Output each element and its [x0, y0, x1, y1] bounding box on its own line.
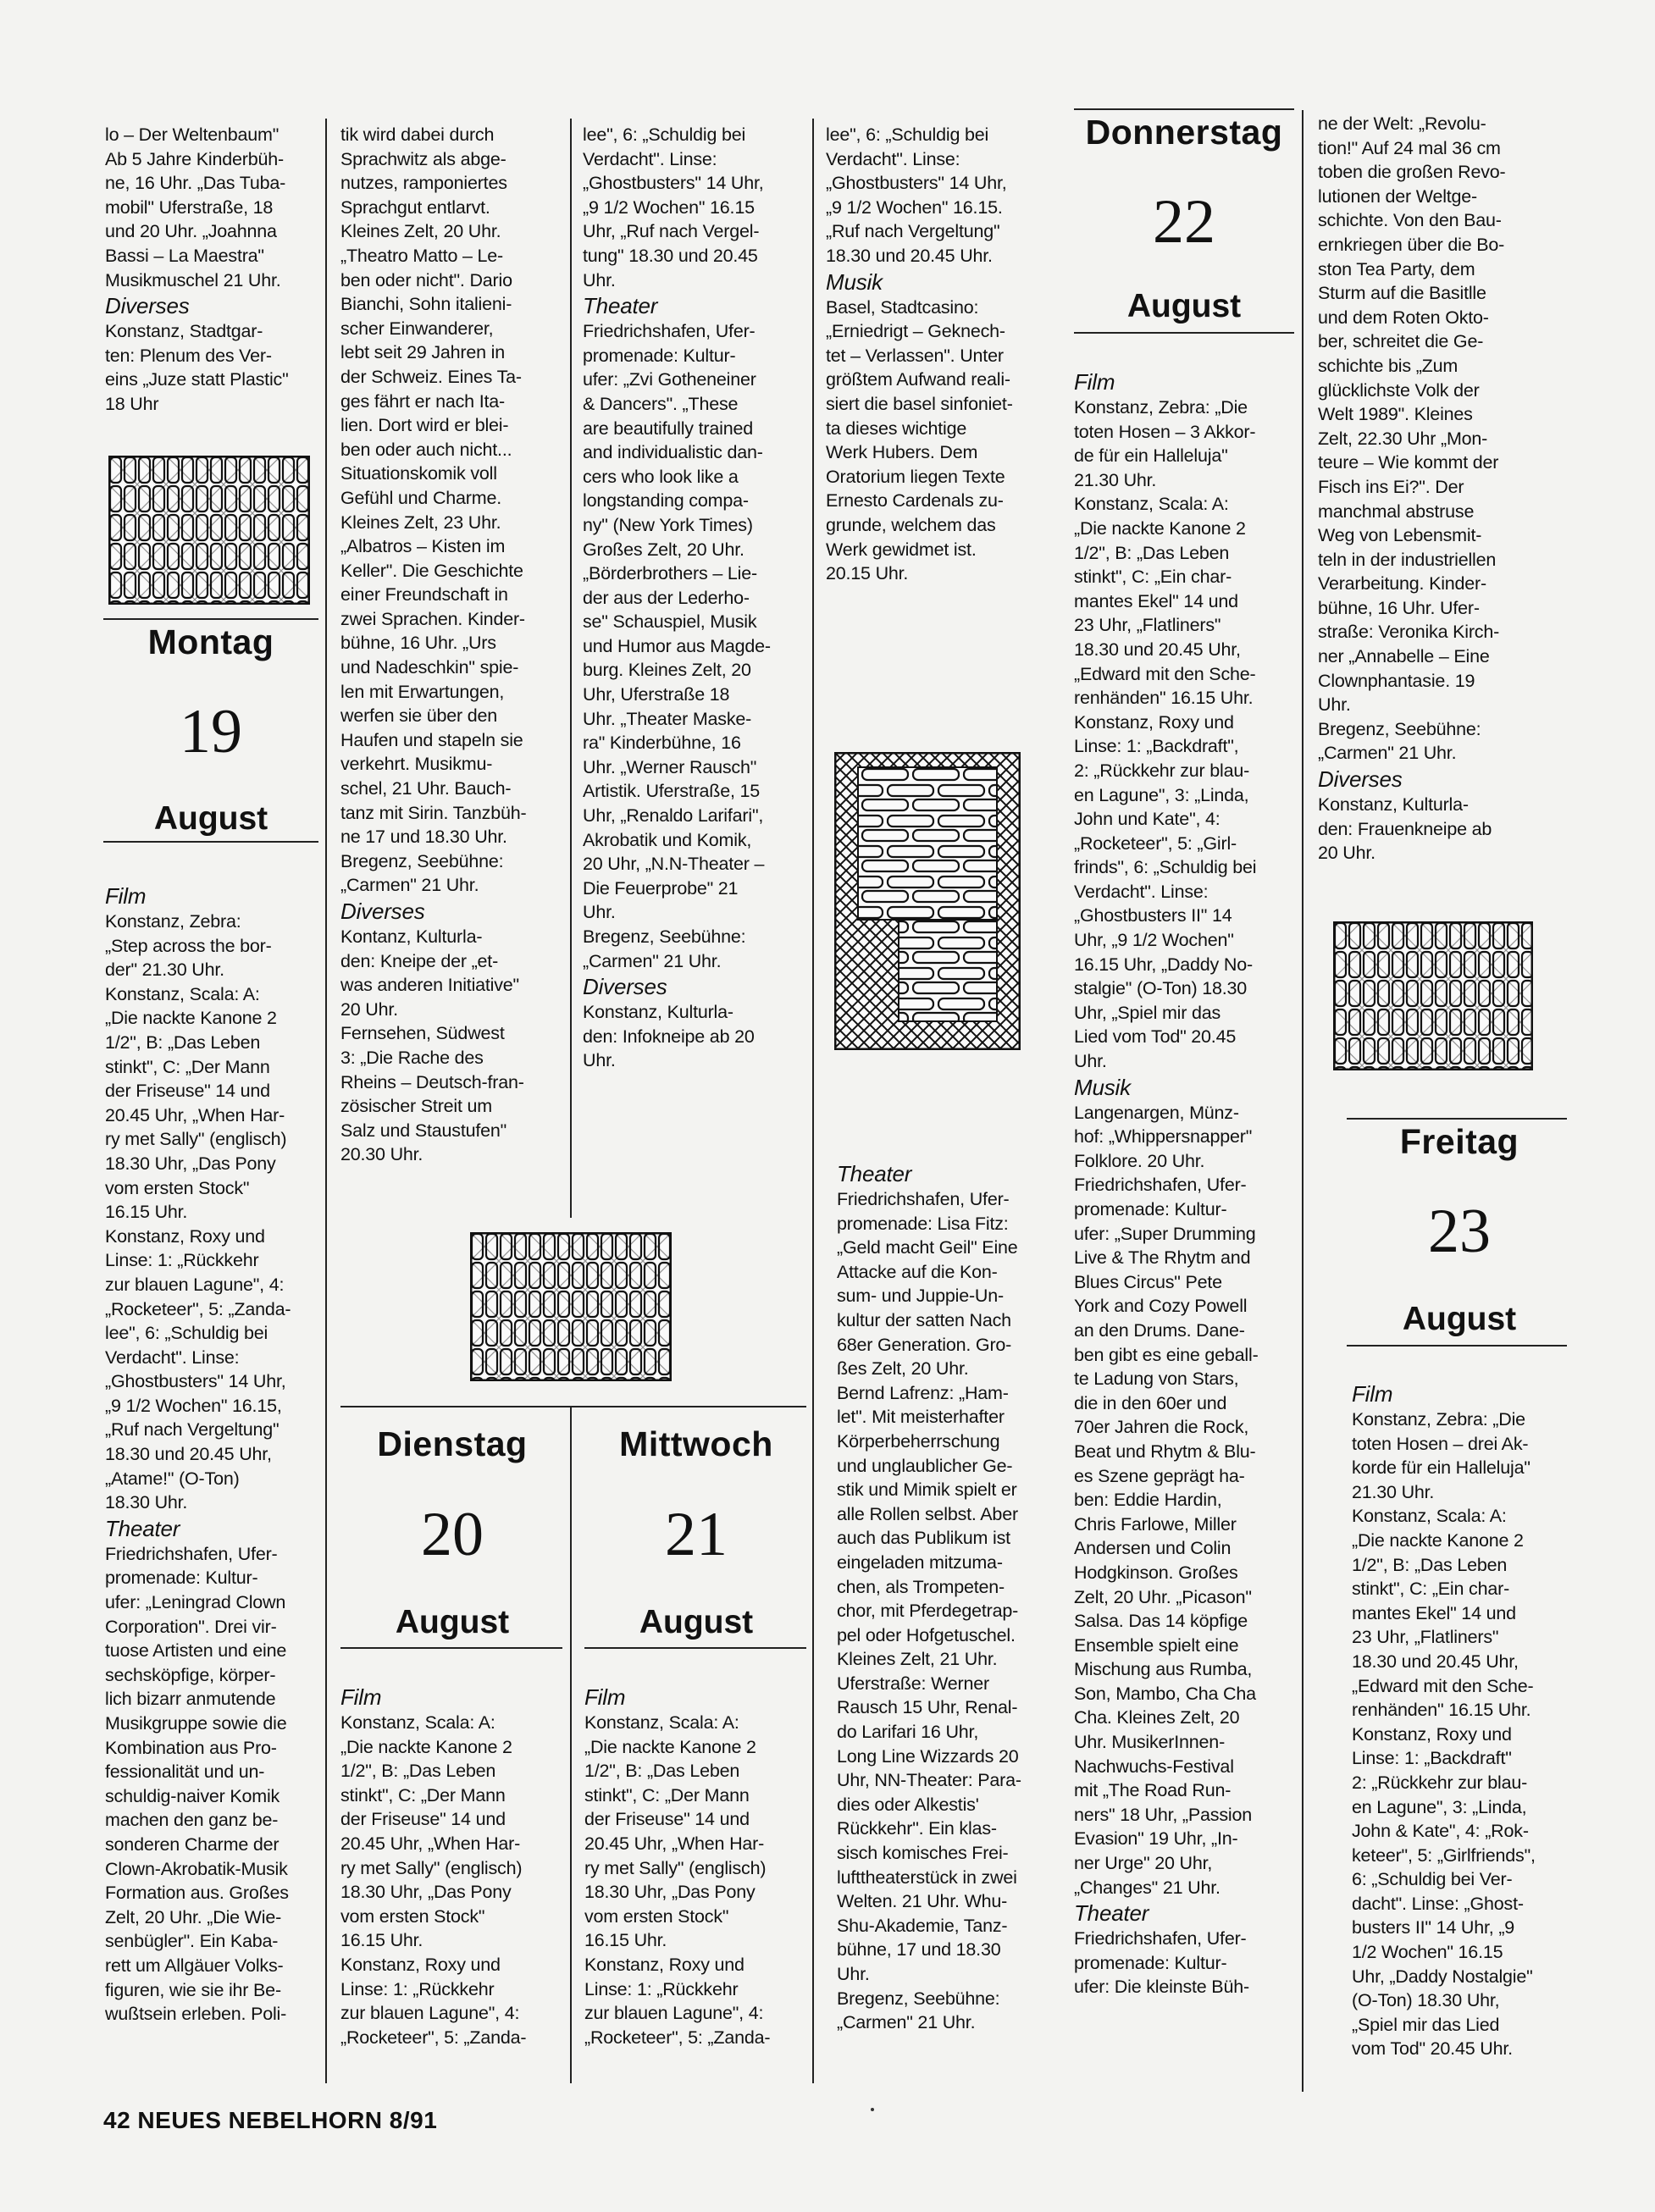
monday-continued-text: tik wird dabei durch Sprachwitz als abge- nutzes, ramponiertes Sprachgut entlarvt. Kleines Zelt, 20 Uhr. „Theatro Matto – Le- ben oder nicht". Dario Bianchi, Sohn italieni- scher Einwanderer, lebt seit 29 Jahren in der Schweiz. Eines Ta- ges fährt er nach Ita- lien. Dort wird er blei- ben oder auch nicht... Situationskomik voll Gefühl und Charme. Kleines Zelt, 23 Uhr. „Albatros – Kisten im Keller". Die Geschichte einer Freundschaft in zwei Sprachen. Kinder- bühne, 16 Uhr. „Urs und Nadeschkin" spie- len mit Erwartungen, werfen sie über den Haufen und stapeln sie verkehrt. Musikmu- schel, 21 Uhr. Bauch- tanz mit Sirin. Tanzbüh- ne 17 und 18.30 Uhr. Bregenz, Seebühne: „Carmen" 21 Uhr. [340, 124, 527, 896]
film-listings: Konstanz, Zebra: „Die toten Hosen – drei Ak- korde für ein Halleluja" 21.30 Uhr. Konstanz, Scala: A: „Die nackte Kanone 2 1/2", B: „Das Leben stinkt", C: „Ein char- mantes Ekel" 14 und 23 Uhr, „Flatliners" 18.30 und 20.45 Uhr, „Edward mit den Sche- renhänden" 16.15 Uhr. Konstanz, Roxy und Linse: 1: „Backdraft" 2: „Rückkehr zur blau- en Lagune", 3: „Linda, John & Kate", 4: „Rok- keteer", 5: „Girlfriends", 6: „Schuldig bei Ver- dacht". Linse: „Ghost- busters II" 14 Uhr, „9 1/2 Wochen" 16.15 Uhr, „Daddy Nostalgie" (O-Ton) 18.30 Uhr, „Spiel mir das Lied vom Tod" 20.45 Uhr. [1352, 1409, 1536, 2060]
film-listings: Konstanz, Zebra: „Die toten Hosen – 3 Akkor- de für ein Halleluja" 21.30 Uhr. Konstanz, Scala: A: „Die nackte Kanone 2 1/2", B: „Das Leben stinkt", C: „Ein char- mantes Ekel" 14 und 23 Uhr, „Flatliners" 18.30 und 20.45 Uhr, „Edward mit den Sche- renhänden" 16.15 Uhr. Konstanz, Roxy und Linse: 1: „Backdraft", 2: „Rückkehr zur blau- en Lagune", 3: „Linda, John und Kate", 4: „Rocketeer", 5: „Girl- frinds", 6: „Schuldig bei Verdacht". Linse: „Ghostbusters II" 14 Uhr, „9 1/2 Wochen" 16.15 Uhr, „Daddy No- stalgie" (O-Ton) 18.30 Uhr, „Spiel mir das Lied vom Tod" 20.45 Uhr. [1074, 397, 1257, 1072]
weave-ornament [108, 456, 310, 605]
day-rule-bottom [1347, 1345, 1567, 1347]
day-name-monday: Montag [147, 622, 274, 661]
column-rule [1302, 110, 1304, 2092]
diverses-entry: Konstanz, Kulturla- den: Frauenkneipe ab 20 Uhr. [1318, 794, 1492, 864]
section-heading-theater: Theater [1074, 1900, 1149, 1927]
day-rule-top [103, 618, 318, 620]
column-3 [583, 123, 808, 1073]
day-number-monday: 19 [180, 697, 242, 766]
day-number-thursday: 22 [1153, 187, 1215, 257]
column-1 [105, 123, 322, 417]
theater-listings: Friedrichshafen, Ufer- promenade: Kultur- ufer: „Leningrad Clown Corporation". Drei vir- tuose Artisten und eine sechsköpfige, körper- lich bizarr anmutende Musikgruppe sowie die Kombination aus Pro- fessionalität und un- schuldig-naiver Komik machen den ganz be- sonderen Charme der Clown-Akrobatik-Musik Formation aus. Großes Zelt, 20 Uhr. „Die Wie- senbügler". Ein Kaba- rett um Allgäuer Volks- figuren, wie sie ihr Be- wußtsein erleben. Poli- [105, 1543, 289, 2025]
column-2 [340, 123, 566, 1167]
weave-ornament [1333, 921, 1533, 1070]
page-footer: 42 NEUES NEBELHORN 8/91 [103, 2107, 438, 2133]
film-listings: Konstanz, Scala: A: „Die nackte Kanone 2 1/2", B: „Das Leben stinkt", C: „Der Mann der Friseuse" 14 und 20.45 Uhr, „When Har- ry met Sally" (englisch) 18.30 Uhr, „Das Pony vom ersten Stock" 16.15 Uhr. Konstanz, Roxy und Linse: 1: „Rückkehr zur blauen Lagune", 4: „Rocketeer", 5: „Zanda- [584, 1712, 771, 2048]
diverses-entry: Konstanz, Stadtgar- ten: Plenum des Ver- eins „Juze statt Plastic" 18 Uhr [105, 321, 289, 414]
section-heading-diverses: Diverses [340, 899, 425, 924]
weave-ornament [470, 1232, 672, 1381]
film-listings: Konstanz, Scala: A: „Die nackte Kanone 2 1/2", B: „Das Leben stinkt", C: „Der Mann der Friseuse" 14 und 20.45 Uhr, „When Har- ry met Sally" (englisch) 18.30 Uhr, „Das Pony vom ersten Stock" 16.15 Uhr. Konstanz, Roxy und Linse: 1: „Rückkehr zur blauen Lagune", 4: „Rocketeer", 5: „Zanda- [340, 1712, 527, 2048]
column-6-friday [1352, 1380, 1597, 2061]
day-name-thursday: Donnerstag [1085, 113, 1283, 152]
print-speck [871, 2108, 874, 2111]
section-heading-film: Film [105, 883, 147, 909]
theater-listings: Friedrichshafen, Ufer- promenade: Kultur- ufer: „Zvi Gotheneiner & Dancers". „These are beautifully trained and individualistic dan- cers who look like a longstanding compa- ny" (New York Times) Großes Zelt, 20 Uhr. „Börderbrothers – Lie- der aus der Lederho- se" Schauspiel, Musik und Humor aus Magde- burg. Kleines Zelt, 20 Uhr, Uferstraße 18 Uhr. „Theater Maske- ra" Kinderbühne, 16 Uhr. „Werner Rausch" Artistik. Uferstraße, 15 Uhr, „Renaldo Larifari", Akrobatik und Komik, 20 Uhr, „N.N-Theater – Die Feuerprobe" 21 Uhr. Bregenz, Seebühne: „Carmen" 21 Uhr. [583, 321, 771, 971]
day-rule-bottom [1074, 332, 1294, 334]
day-rule-bottom [103, 841, 318, 843]
sunday-program-text: lo – Der Weltenbaum" Ab 5 Jahre Kinderbüh- ne, 16 Uhr. „Das Tuba- mobil" Uferstraße, 18 und 20 Uhr. „Joahnna Bassi – La Maestra" Musikmuschel 21 Uhr. [105, 124, 286, 290]
section-heading-diverses: Diverses [105, 293, 190, 319]
column-4 [826, 123, 1063, 586]
thursday-continued-text: ne der Welt: „Revolu- tion!" Auf 24 mal 36 cm toben die großen Revo- lutionen der Weltge- schichte. Von den Bau- ernkriegen über die Bo- ston Tea Party, dem Sturm auf die Basitlle und dem Roten Okto- ber, schreitet die Ge- schichte bis „Zum glücklichste Volk der Welt 1989". Kleines Zelt, 22.30 Uhr „Mon- teure – Wie kommt der Fisch ins Ei?". Der manchmal abstruse Weg von Lebensmit- teln in der industriellen Verarbeitung. Kinder- bühne, 16 Uhr. Ufer- straße: Veronika Kirch- ner „Annabelle – Eine Clownphantasie. 19 Uhr. Bregenz, Seebühne: „Carmen" 21 Uhr. [1318, 113, 1506, 764]
section-heading-film: Film [340, 1684, 382, 1710]
column-5 [1074, 368, 1301, 1999]
day-month-monday: August [153, 800, 268, 837]
tuesday-continued-text: lee", 6: „Schuldig bei Verdacht". Linse: „Ghostbusters" 14 Uhr, „9 1/2 Wochen" 16.15. „Ruf nach Vergeltung" 18.30 und 20.45 Uhr. [826, 124, 1007, 266]
column-1-monday [105, 882, 322, 2027]
column-rule [570, 1406, 572, 2083]
column-rule [325, 119, 327, 2083]
column-3-wednesday [584, 1684, 810, 2049]
section-heading-musik: Musik [1074, 1074, 1131, 1100]
day-name-wednesday: Mittwoch [619, 1424, 773, 1463]
section-heading-film: Film [1074, 369, 1115, 395]
day-rule-top [340, 1406, 806, 1407]
diverses-entry: Konstanz, Kulturla- den: Infokneipe ab 20 Uhr. [583, 1002, 755, 1071]
theater-listings: Friedrichshafen, Ufer- promenade: Lisa Fitz: „Geld macht Geil" Eine Attacke auf die Kon- sum- und Juppie-Un- kultur der satten Nach 68er Generation. Gro- ßes Zelt, 20 Uhr. Bernd Lafrenz: „Ham- let". Mit meisterhafter Körperbeherrschung und unglaublicher Ge- stik und Mimik spielt er alle Rollen selbst. Aber auch das Publikum ist eingeladen mitzuma- chen, als Trompeten- chor, mit Pferdegetrap- pel oder Hofgetuschel. Kleines Zelt, 21 Uhr. Uferstraße: Werner Rausch 15 Uhr, Renal- do Larifari 16 Uhr, Long Line Wizzards 20 Uhr, NN-Theater: Para- dies oder Alkestis' Rückkehr". Ein klas- sisch komisches Frei- lufttheaterstück in zwei Welten. 21 Uhr. Whu- Shu-Akademie, Tanz- bühne, 17 und 18.30 Uhr. Bregenz, Seebühne: „Carmen" 21 Uhr. [837, 1189, 1021, 2033]
section-heading-diverses: Diverses [1318, 766, 1403, 793]
section-heading-theater: Theater [105, 1515, 180, 1541]
section-heading-theater: Theater [583, 293, 658, 319]
diverses-entry: Kontanz, Kulturla- den: Kneipe der „et- was anderen Initiative" 20 Uhr. Fernsehen, Südwest 3: „Die Rache des Rheins – Deutsch-fran- zösischer Streit um Salz und Staustufen" 20.30 Uhr. [340, 926, 524, 1165]
day-rule-bottom [584, 1647, 806, 1649]
day-month-thursday: August [1126, 288, 1242, 324]
section-heading-musik: Musik [826, 268, 883, 295]
day-month-friday: August [1402, 1301, 1517, 1337]
section-heading-film: Film [1352, 1381, 1393, 1407]
day-month-tuesday: August [395, 1604, 510, 1640]
day-rule-top [1347, 1118, 1567, 1120]
section-heading-diverses: Diverses [583, 974, 667, 1000]
day-name-tuesday: Dienstag [377, 1424, 528, 1463]
day-name-friday: Freitag [1399, 1122, 1519, 1161]
section-heading-film: Film [584, 1684, 626, 1710]
theater-listings: Friedrichshafen, Ufer- promenade: Kultur- ufer: Die kleinste Büh- [1074, 1928, 1249, 1998]
day-number-wednesday: 21 [665, 1500, 728, 1569]
day-rule-bottom [340, 1647, 562, 1649]
column-rule [570, 119, 572, 1218]
brick-ornament [834, 752, 1021, 1050]
column-2-tuesday [340, 1684, 566, 2049]
column-rule [812, 119, 814, 2083]
musik-listings: Basel, Stadtcasino: „Erniedrigt – Geknech- tet – Verlassen". Unter größtem Aufwand reali- siert die basel sinfoniet- ta dieses wichtige Werk Hubers. Dem Oratorium liegen Texte Ernesto Cardenals zu- grunde, welchem das Werk gewidmet ist. 20.15 Uhr. [826, 296, 1013, 584]
film-listings: Konstanz, Zebra: „Step across the bor- der" 21.30 Uhr. Konstanz, Scala: A: „Die nackte Kanone 2 1/2", B: „Das Leben stinkt", C: „Der Mann der Friseuse" 14 und 20.45 Uhr, „When Har- ry met Sally" (englisch) 18.30 Uhr, „Das Pony vom ersten Stock" 16.15 Uhr. Konstanz, Roxy und Linse: 1: „Rückkehr zur blauen Lagune", 4: „Rocketeer", 5: „Zanda- lee", 6: „Schuldig bei Verdacht". Linse: „Ghostbusters" 14 Uhr, „9 1/2 Wochen" 16.15, „Ruf nach Vergeltung" 18.30 und 20.45 Uhr, „Atame!" (O-Ton) 18.30 Uhr. [105, 911, 291, 1513]
column-6 [1318, 112, 1572, 865]
day-number-friday: 23 [1428, 1197, 1491, 1266]
section-heading-theater: Theater [837, 1161, 912, 1186]
day-number-tuesday: 20 [421, 1500, 484, 1569]
day-month-wednesday: August [639, 1604, 754, 1640]
monday-continued-text: lee", 6: „Schuldig bei Verdacht". Linse: „Ghostbusters" 14 Uhr, „9 1/2 Wochen" 16.15 Uhr, „Ruf nach Vergel- tung" 18.30 und 20.45 Uhr. [583, 124, 764, 290]
day-rule-top [1074, 108, 1294, 110]
column-4-wednesday [837, 1160, 1082, 2035]
musik-listings: Langenargen, Münz- hof: „Whippersnapper" Folklore. 20 Uhr. Friedrichshafen, Ufer- promenade: Kultur- ufer: „Super Drumming Live & The Rhytm and Blues Circus" Pete York and Cozy Powell an den Drums. Dane- ben gibt es eine geball- te Ladung von Stars, die in den 60er und 70er Jahren die Rock, Beat und Rhytm & Blu- es Szene geprägt ha- ben: Eddie Hardin, Chris Farlowe, Miller Andersen und Colin Hodgkinson. Großes Zelt, 20 Uhr. „Picason" Salsa. Das 14 köpfige Ensemble spielt eine Mischung aus Rumba, Son, Mambo, Cha Cha Cha. Kleines Zelt, 20 Uhr. MusikerInnen- Nachwuchs-Festival mit „The Road Run- ners" 18 Uhr, „Passion Evasion" 19 Uhr, „In- ner Urge" 20 Uhr, „Changes" 21 Uhr. [1074, 1102, 1259, 1898]
